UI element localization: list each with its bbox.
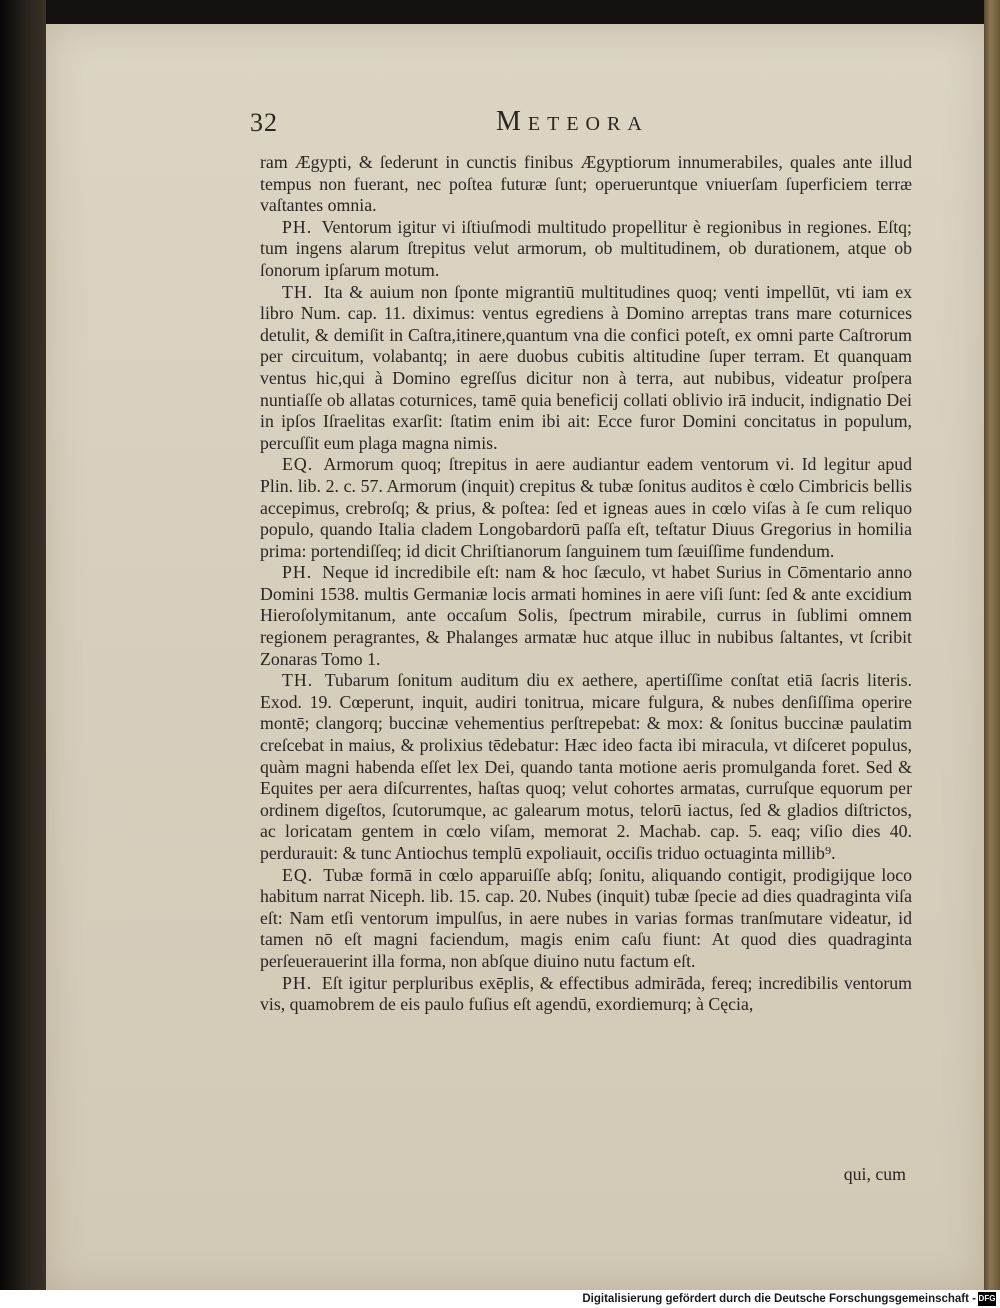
funding-credit: Digitalisierung gefördert durch die Deutsche Forschungsgemeinschaft - — [582, 1293, 976, 1305]
page-number: 32 — [250, 108, 278, 137]
book-spine-edge — [0, 0, 46, 1290]
paragraph-text: Eſt igitur perpluribus exēplis, & effectibus admirāda, fereq; incredibilis ventorum vis, quamobrem de eis paulo fuſius eſt agendū, exordiemurq; à Cęcia, — [260, 972, 912, 1015]
book-fore-edge — [984, 0, 1000, 1290]
speaker-label: TH. — [282, 670, 314, 691]
paragraph-text: Neque id incredibile eſt: nam & hoc ſæculo, vt habet Surius in Cōmentario anno Domini 1538. multis Germaniæ locis armati homines in aere viſi ſunt: ſed & ante excidium Hieroſolymitanum, ante occaſum Solis, ſpectrum mirabile, currus in ſublimi omnem regionem peragrantes, & Phalanges armatæ huc atque illuc in nubibus ſaltantes, vt ſcribit Zonaras Tomo 1. — [260, 562, 912, 669]
text-body — [260, 152, 912, 1016]
speaker-label: PH. — [282, 972, 313, 993]
paragraph — [260, 562, 912, 670]
paragraph-text: Ventorum igitur vi iſtiuſmodi multitudo propellitur è regionibus in regiones. Eſtq; tum ingens alarum ſtrepitus velut armorum, ob multitudinem, ob durationem, atque ob ſonorum ipſarum motum. — [260, 216, 912, 280]
paragraph — [260, 670, 912, 864]
catchword: qui, cum — [843, 1164, 906, 1184]
book-page — [46, 24, 984, 1290]
speaker-label: PH. — [282, 562, 313, 583]
paragraph — [260, 973, 912, 1016]
paragraph-text: Tubæ formā in cœlo apparuiſſe abſq; ſonitu, aliquando contigit, prodigijque loco habitum narrat Niceph. lib. 15. cap. 20. Nubes (inquit) tubæ ſpecie ad dies quadraginta viſa eſt: Nam etſi ventorum impulſus, in aere nubes in varias formas tranſmutare videatur, id tamen nō eſt magni faciendum, magis enim caſu fiunt: At quod dies quadraginta perſeuerauerint illa forma, non abſque diuino nutu factum eſt. — [260, 864, 912, 971]
paragraph — [260, 865, 912, 973]
paragraph-text: Armorum quoq; ſtrepitus in aere audiantur eadem ventorum vi. Id legitur apud Plin. lib. 2. c. 57. Armorum (inquit) crepitus & tubæ ſonitus auditos è cœlo Cimbricis bellis accepimus, crebroſq; & prius, & poſtea: ſed et igneas aues in cœlo viſas à ſe cum reliquo populo, quando Italia cladem Longobardorū paſſa eſt, teſtatur Diuus Gregorius in homilia prima: portendiſſeq; id dicit Chriſtianorum ſanguinem tum ſæuiſſime fundendum. — [260, 454, 913, 561]
speaker-label: TH. — [282, 281, 314, 302]
running-head — [216, 96, 936, 142]
paragraph-text: Ita & auium non ſponte migrantiū multitudines quoq; venti impellūt, vti iam ex libro Num. cap. 11. diximus: ventus egrediens à Domino arreptas trans mare coturnices detulit, & demiſit in Caſtra,itinere,quantum vna die confici poteſt, ex omni parte Caſtrorum per circuitum, volabantq; in aere duobus cubitis altitudine ſuper terram. Et quanquam ventus hic,qui à Domino egreſſus dicitur non à terra, aut nubibus, videatur proſpera nuntiaſſe ob allatas coturnices, tamē quia beneficij collati oblivio irā inducit, indignatio Dei in ipſos Iſraelitas exarſit: ſtatim enim ibi ait: Ecce furor Domini concitatus in populum, percuſſit eum plaga magna nimis. — [260, 281, 912, 453]
page-content — [216, 96, 936, 1184]
paragraph-text: Tubarum ſonitum auditum diu ex aethere, apertiſſime conſtat etiā ſacris literis. Exod. 19. Cœperunt, inquit, audiri tonitrua, micare fulgura, & nubes denſiſſima operire montē; clangorq; buccinæ vehementius perſtrepebat: & mox: & ſonitus buccinæ paulatim creſcebat in maius, & prolixius tēdebatur: Hæc ideo facta ibi miracula, vt diſceret populus, quàm magni habenda eſſet lex Dei, quando tanta motione aeris promulganda foret. Sed & Equites per aera diſcurrentes, haſtas quoq; velut cohortes armatas, curruſque equorum per ordinem digeſtos, ſcutorumque, ac galearum motus, telorū iactus, ſed & gladios diſtrictos, ac loricatam gentem in cœlo viſam, memorat 2. Machab. cap. 5. eaq; viſio dies 40. perdurauit: & tunc Antiochus templū expoliauit, occiſis triduo octuaginta millib⁹. — [260, 670, 912, 863]
paragraph — [260, 454, 912, 562]
paragraph — [260, 217, 912, 282]
paragraph — [260, 152, 912, 217]
speaker-label: EQ. — [282, 864, 314, 885]
paragraph — [260, 282, 912, 455]
speaker-label: EQ. — [282, 454, 314, 475]
dfg-logo-icon: DFG — [978, 1292, 996, 1306]
running-title: Meteora — [496, 106, 649, 137]
footer-bar — [0, 1290, 1000, 1308]
paragraph-text: ram Ægypti, & ſederunt in cunctis finibus Ægyptiorum innumerabiles, quales ante illud tempus non fuerant, nec poſtea futuræ ſunt; operueruntque vniuerſam ſuperficiem terræ vaſtantes omnia. — [260, 152, 912, 216]
speaker-label: PH. — [282, 216, 313, 237]
